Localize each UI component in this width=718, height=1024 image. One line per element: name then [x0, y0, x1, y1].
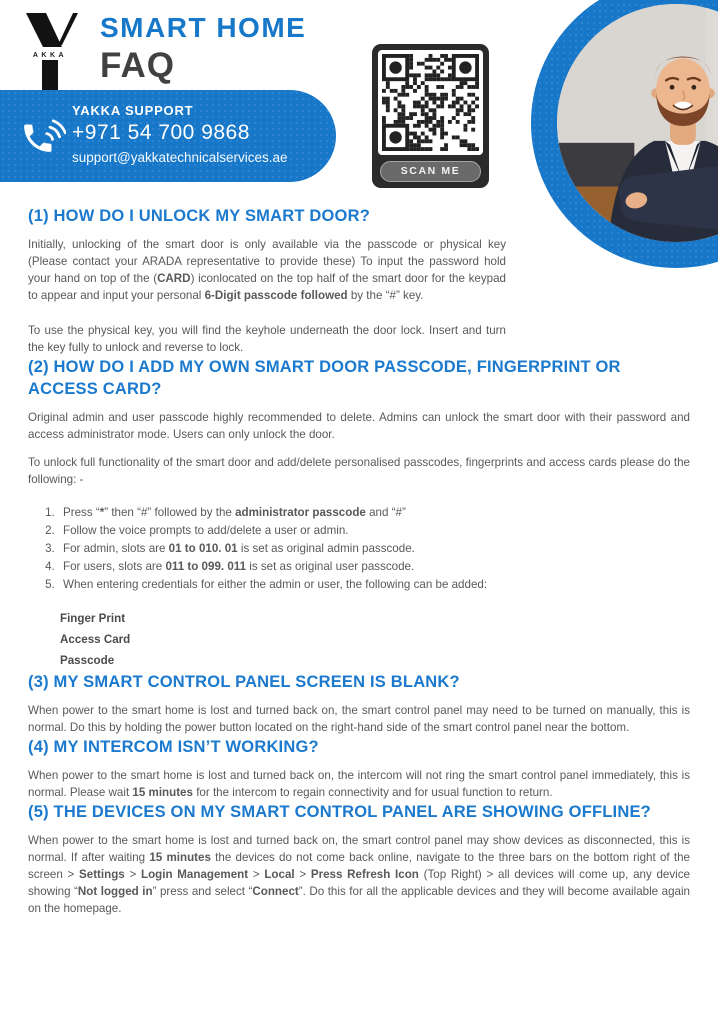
faq-question-4: (4) MY INTERCOM ISN’T WORKING? [28, 738, 319, 756]
faq-answer-1-paragraph-1: Initially, unlocking of the smart door is only available via the passcode or physical key (Please contact your ARADA representative to provide these) To input the password hold your hand on top of the (CARD) iconlocated on the top half of the smart door for the keypad to appear and input your personal 6-Digit passcode followed by the “#” key. [28, 238, 506, 302]
credential-option-fingerprint: Finger Print [60, 612, 126, 625]
step-item-2: 2. Follow the voice prompts to add/delete a user or admin. [58, 522, 690, 540]
support-email[interactable]: support@yakkatechnicalservices.ae [72, 150, 288, 165]
credential-option-passcode: Passcode [60, 654, 115, 667]
qr-card [372, 44, 489, 188]
step-item-4: 4. For users, slots are 011 to 099. 011 is set as original user passcode. [58, 558, 690, 576]
faq-answer-5: When power to the smart home is lost and turned back on, the smart control panel may show devices as disconnected, this is normal. If after waiting 15 minutes the devices do not come back online, navigate to the three bars on the bottom right of the screen > Settings > Login Management > Local > Press Refresh Icon (Top Right) > all devices will come up, any device showing “Not logged in” press and select “Connect”. Do this for all the applicable devices and they will become available again on the homepage. [28, 834, 690, 915]
support-label: YAKKA SUPPORT [72, 103, 194, 118]
step-item-1: 1. Press “*” then “#” followed by the administrator passcode and “#” [58, 504, 690, 522]
phone-icon [18, 112, 66, 160]
faq-section-3 [28, 671, 690, 736]
faq-answer-4: When power to the smart home is lost and turned back on, the intercom will not ring the smart control panel immediately, this is normal. Please wait 15 minutes for the intercom to regain connectivity and for usual function to return. [28, 769, 690, 799]
faq-question-3: (3) MY SMART CONTROL PANEL SCREEN IS BLANK? [28, 673, 460, 691]
faq-answer-2-paragraph-2: To unlock full functionality of the smart door and add/delete personalised passcodes, fingerprints and access cards please do the following: - [28, 456, 690, 486]
faq-section-4 [28, 736, 690, 801]
support-phone[interactable]: +971 54 700 9868 [72, 121, 250, 144]
logo-wordmark: AKKA [32, 52, 68, 59]
faq-steps-list [28, 504, 690, 594]
faq-section-2 [28, 356, 690, 671]
faq-question-1: (1) HOW DO I UNLOCK MY SMART DOOR? [28, 207, 370, 225]
step-item-3: 3. For admin, slots are 01 to 010. 01 is set as original admin passcode. [58, 540, 690, 558]
faq-section-5 [28, 801, 690, 917]
credential-options [60, 608, 690, 671]
yakka-logo-mark [16, 10, 92, 94]
faq-answer-2-paragraph-1: Original admin and user passcode highly recommended to delete. Admins can unlock the smart door with their password and access administrator mode. Users can only unlock the door. [28, 411, 690, 441]
faq-section-1 [28, 205, 690, 356]
credential-option-access-card: Access Card [60, 633, 131, 646]
qr-code [378, 50, 483, 155]
faq-question-5: (5) THE DEVICES ON MY SMART CONTROL PANEL ARE SHOWING OFFLINE? [28, 803, 651, 821]
faq-answer-1-paragraph-2: To use the physical key, you will find the keyhole underneath the door lock. Insert and turn the key fully to unlock and reverse to lock. [28, 324, 506, 354]
yakka-logo [16, 10, 92, 94]
faq-content [28, 205, 690, 917]
faq-answer-3: When power to the smart home is lost and turned back on, the smart control panel may need to be turned on manually, this is normal. Do this by holding the power button located on the right-hand side of the smart control panel near the bottom. [28, 704, 690, 734]
page-title: FAQ [100, 46, 175, 85]
qr-scan-label: SCAN ME [380, 161, 481, 182]
faq-question-2: (2) HOW DO I ADD MY OWN SMART DOOR PASSCODE, FINGERPRINT OR ACCESS CARD? [28, 358, 621, 398]
support-banner [0, 90, 336, 182]
step-item-5: 5. When entering credentials for either the admin or user, the following can be added: [58, 576, 690, 594]
brand-title: SMART HOME [100, 12, 307, 43]
qr-pattern [382, 54, 479, 151]
